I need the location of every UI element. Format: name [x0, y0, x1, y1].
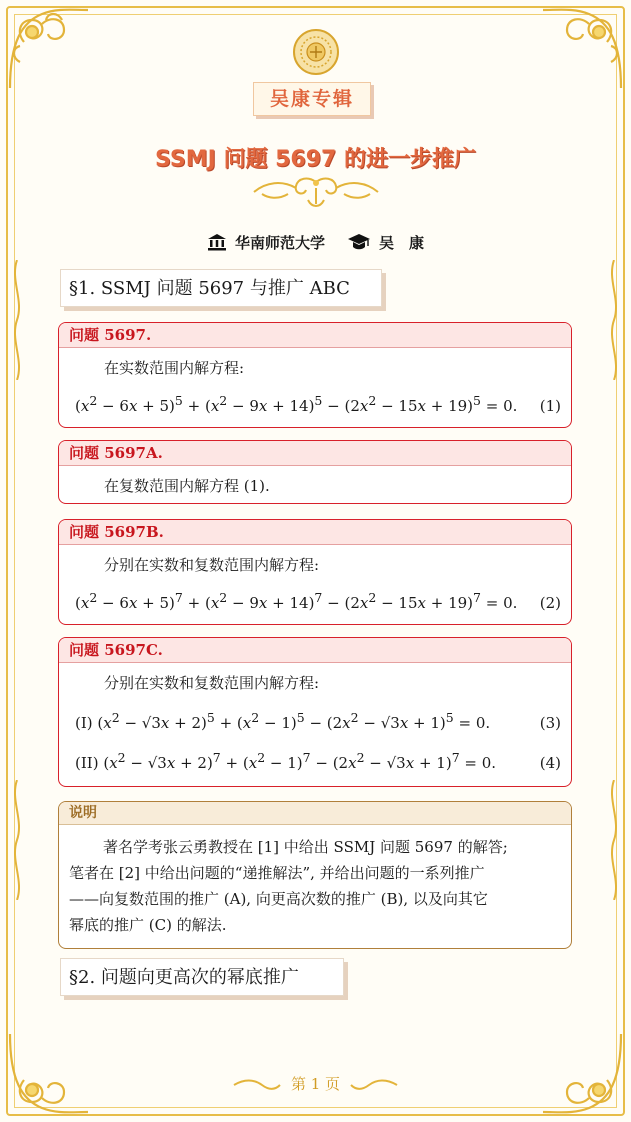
- section-1-heading: §1. SSMJ 问题 5697 与推广 ABC: [60, 269, 382, 307]
- side-ornament-icon: [605, 780, 623, 900]
- problem-text: 分别在实数和复数范围内解方程:: [104, 674, 320, 692]
- author-line: [0, 232, 631, 253]
- brand-label: 吴康专辑: [253, 82, 371, 116]
- equation-1: $(x^2 - 6x + 5)^5 + (x^2 - 9x + 14)^5 - (2x^2 - 15x + 19)^5 = 0$.: [75, 393, 518, 415]
- page-title: SSMJ 问题 5697 的进一步推广: [155, 147, 476, 172]
- author-name: 吴 康: [379, 234, 425, 252]
- problem-title: 问题 5697B.: [59, 520, 571, 545]
- problem-text: 分别在实数和复数范围内解方程:: [104, 556, 320, 574]
- section-2-heading: §2. 问题向更高次的幂底推广: [60, 958, 344, 996]
- equation-number: (2): [539, 594, 561, 612]
- university-icon: [207, 233, 227, 251]
- note-line: 幂底的推广 (C) 的解法.: [69, 916, 227, 934]
- note-line: 著名学考张云勇教授在 [1] 中给出 SSMJ 问题 5697 的解答;: [103, 838, 508, 856]
- note-line: 笔者在 [2] 中给出问题的“递推解法”, 并给出问题的一系列推广: [69, 864, 485, 882]
- problem-title: 问题 5697A.: [59, 441, 571, 466]
- note-box: [58, 801, 572, 949]
- equation-4: (II) $(x^2 - √3x + 2)^7 + (x^2 - 1)^7 - (2x^2 - √3x + 1)^7 = 0$.: [75, 750, 497, 772]
- affiliation: 华南师范大学: [234, 234, 325, 252]
- problem-text: 在实数范围内解方程:: [104, 359, 245, 377]
- corner-ornament-icon: [537, 2, 629, 94]
- problem-title: 问题 5697.: [59, 323, 571, 348]
- problem-box: [58, 637, 572, 787]
- equation-3: (I) $(x^2 - √3x + 2)^5 + (x^2 - 1)^5 - (2x^2 - √3x + 1)^5 = 0$.: [75, 710, 491, 732]
- graduation-cap-icon: [347, 233, 371, 251]
- side-ornament-icon: [8, 780, 26, 900]
- side-ornament-icon: [8, 260, 26, 380]
- equation-label: (I): [75, 714, 93, 732]
- problem-box: [58, 440, 572, 504]
- problem-box: [58, 519, 572, 625]
- note-line: ——向复数范围的推广 (A), 向更高次数的推广 (B), 以及向其它: [69, 890, 488, 908]
- footer-ornament-icon: [349, 1079, 399, 1091]
- university-seal-icon: [292, 28, 340, 76]
- problem-title: 问题 5697C.: [59, 638, 571, 663]
- side-ornament-icon: [605, 260, 623, 380]
- title-ornament-icon: [248, 174, 384, 214]
- page-number: 第 1 页: [290, 1075, 341, 1093]
- note-title: 说明: [59, 802, 571, 825]
- problem-text: 在复数范围内解方程 (1).: [104, 477, 270, 495]
- problem-box: [58, 322, 572, 428]
- equation-number: (3): [539, 714, 561, 732]
- equation-2: $(x^2 - 6x + 5)^7 + (x^2 - 9x + 14)^7 - (2x^2 - 15x + 19)^7 = 0$.: [75, 590, 518, 612]
- corner-ornament-icon: [2, 2, 94, 94]
- equation-number: (4): [539, 754, 561, 772]
- equation-label: (II): [75, 754, 99, 772]
- equation-number: (1): [539, 397, 561, 415]
